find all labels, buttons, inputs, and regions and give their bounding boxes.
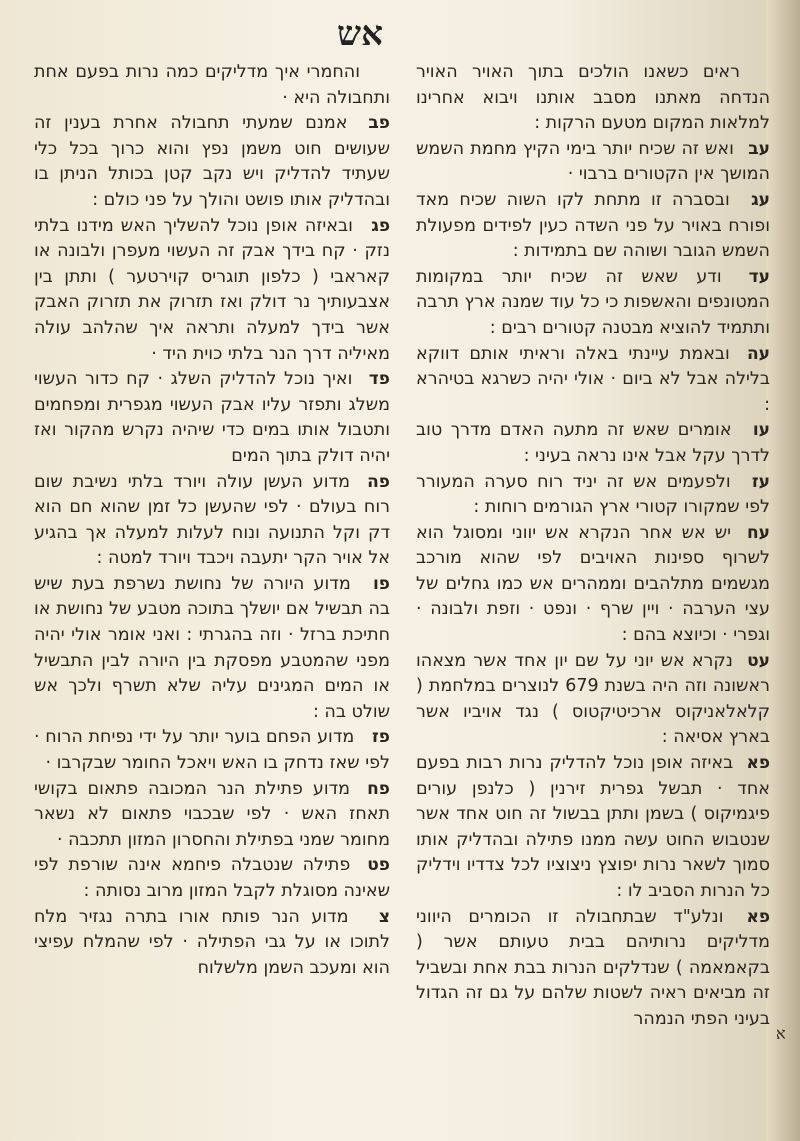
paragraph-number: עח [746,522,770,543]
paragraph [34,214,390,368]
paragraph-number: פט [367,855,390,876]
paragraph-text: ואש זה שכיח יותר בימי הקיץ מחמת השמש המושך אין הקטורים ברבוי · [416,138,770,185]
paragraph-text: אמנם שמעתי תחבולה אחרת בענין זה שעושים חוט משמן נפץ והוא כרוך בכל כלי שעתיד להדליק ויש נקב קטן בכותל הניתן בו ובהדליק אותו פושט והולך על פני כולם : [34,113,390,210]
paragraph [416,649,770,751]
paragraph [416,188,770,265]
paragraph-text: ובאמת עיינתי באלה וראיתי אותם דווקא בלילה אבל לא ביום · אולי יהיה כשרגא בטיהרא : [416,343,770,415]
paragraph [416,905,770,1033]
paragraph-text: באיזה אופן נוכל להדליק נרות רבות בפעם אחד · תבשל גפרית זירנין ( כלנפן עורים פיגמיקוס ) בשמן ותתן בבשול זה חוט אחד אשר שנטבוש החוט עשה ממנו פתילה ובהדליק אותו סמוך לשאר נרות יפוצץ ניצוציו לכל צדדיו וידליק כל הנרות הסביב לו : [416,753,770,901]
paragraph-text: ונלע"ד שבתחבולה זו הכומרים היווני מדליקים נרותיהם בבית טעותם אשר ( בקאמאמה ) שנדלקים הנרות בבת אחת ובשביל זה מביאים ראיה לשטות שלהם על גם זה הגדול בעיני הפתי הנמהר [416,906,770,1029]
footnote-marker: א [776,1024,786,1043]
paragraph [34,60,390,111]
paragraph [416,751,770,905]
paragraph [34,853,390,904]
paragraph-number: עג [751,189,770,210]
paragraph-number: עד [748,266,770,287]
paragraph [34,905,390,982]
paragraph [416,470,770,521]
left-column [34,60,390,981]
paragraph-text: פתילה שנטבלה פיחמא אינה שורפת לפי שאינה מסוגלת לקבל המזון מרוב נסותה : [34,855,390,901]
paragraph-number: פה [367,471,390,492]
paragraph [34,470,390,572]
page-binding-edge [766,0,800,1141]
paragraph-text: ודע שאש זה שכיח יותר במקומות המטונפים והאשפות כי כל עוד שמנה ארץ תרבה ותתמיד להוציא מבטנה קטורים רבים : [416,266,770,338]
paragraph-number: פג [371,215,390,236]
paragraph-number: פא [746,906,770,927]
paragraph [416,137,770,188]
paragraph-text: ואיך נוכל להדליק השלג · קח כדור העשוי משלג ותפזר עליו אבק העשוי מגפרית ומפחמים ותטבול אותו במים כדי שיהיה נקרש מהקור ואז יהיה דולק בתוך המים [34,369,390,466]
paragraph-number: צ [378,906,390,927]
paragraph-text: מדוע היורה של נחושת נשרפת בעת שיש בה תבשיל אם יושלך בתוכה מטבע של נחושת או חתיכת ברזל · וזה בהגרתי : ואני אומר אולי יהיה מפני שהמטבע מפסקת בין היורה לבין התבשיל או המים המגינים עליה שלא תשרף ולכך אש שולט בה : [34,573,390,722]
paragraph-text: ובאיזה אופן נוכל להשליך האש מידנו בלתי נזק · קח בידך אבק זה העשוי מעפרן ולבונה או קאראבי ( כלפון תוגריס קוירטער ) ותתן בין אצבעותיך נר דולק ואז תזרוק את תזרוק האבק אשר בידך למעלה ותראה איך שהלהב עולה מאיליה דרך הנר בלתי כוית היד · [34,215,390,364]
paragraph [416,265,770,342]
paragraph [34,777,390,854]
paragraph-text: מדוע העשן עולה ויורד בלתי נשיבת שום רוח בעולם · לפי שהעשן כל זמן שהוא חם הוא דק וקל התנועה ונוח לעלות למעלה אך בהגיע אל אויר הקר יתעבה ויכבד ויורד למטה : [34,471,390,569]
paragraph-text: יש אש אחר הנקרא אש יווני ומסוגל הוא לשרוף ספינות האויבים לפי שהוא מורכב מגשמים מתלהבים וממהרים אש כמו גחלים של עצי הערבה · ויין שרף · ונפט · וזפת ולבונה · וגפרי · וכיוצא בהם : [416,522,770,646]
paragraph-text: ראים כשאנו הולכים בתוך האויר האויר הנדחה מאתנו מסבב אותנו ויבוא אחרינו למלאות המקום מטעם הרקות : [416,62,770,134]
paragraph [416,60,770,137]
paragraph [34,111,390,213]
paragraph-text: מדוע הפחם בוער יותר על ידי נפיחת הרוח · לפי שאז נדחק בו האש ויאכל החומר שבקרבו · [34,727,390,774]
paragraph-text: נקרא אש יוני על שם יון אחד אשר מצאהו ראשונה וזה היה בשנת 679 לנוצרים במלחמת ( קלאלאניקוס ארכיטיקטוס ) נגד אויביו אשר בארץ אסיאה : [416,650,771,748]
paragraph-number: עה [746,343,770,364]
paragraph-number: פא [746,753,770,774]
paragraph-number: פז [372,727,390,748]
paragraph [34,367,390,469]
paragraph-text: אומרים שאש זה מתעה האדם מדרך טוב לדרך עקל אבל אינו נראה בעיני : [416,420,770,466]
paragraph-text: מדוע פתילת הנר המכובה פתאום בקושי תאחז האש · לפי שבכבוי פתאום לא נשאר מחומר שמני בפתילת והחסרון המזון תתכבה · [34,778,390,850]
paragraph [34,725,390,776]
paragraph [416,342,770,419]
paragraph-text: והחמרי איך מדליקים כמה נרות בפעם אחת ותחבולה היא · [34,62,390,108]
paragraph-number: פח [367,778,390,799]
paragraph-number: עב [748,138,770,159]
right-column [416,60,770,1033]
paragraph [34,572,390,726]
paragraph-number: עט [747,650,770,671]
page-title: אש [337,14,383,54]
paragraph-text: ולפעמים אש זה יניד רוח סערה המעורר לפי שמקורו קטורי ארץ הגורמים רוחות : [416,471,770,518]
paragraph [416,521,770,649]
paragraph-number: עז [751,471,770,492]
paragraph-number: פד [368,369,390,390]
paragraph-number: פב [368,113,390,134]
paragraph-number: פו [372,573,390,594]
paragraph-text: ובסברה זו מתחת לקו השוה שכיח מאד ופורח באויר על פני השדה כעין לפידים מפעולת השמש הגובר ושוהה שם בתמידות : [416,189,770,262]
paragraph [416,418,770,469]
paragraph-text: מדוע הנר פותח אורו בתרה נגזיר מלח לתוכו או על גבי הפתילה · לפי שהמלח עפיצי הוא ומעכב השמן מלשלוח [34,906,390,978]
paragraph-number: עו [752,420,770,441]
